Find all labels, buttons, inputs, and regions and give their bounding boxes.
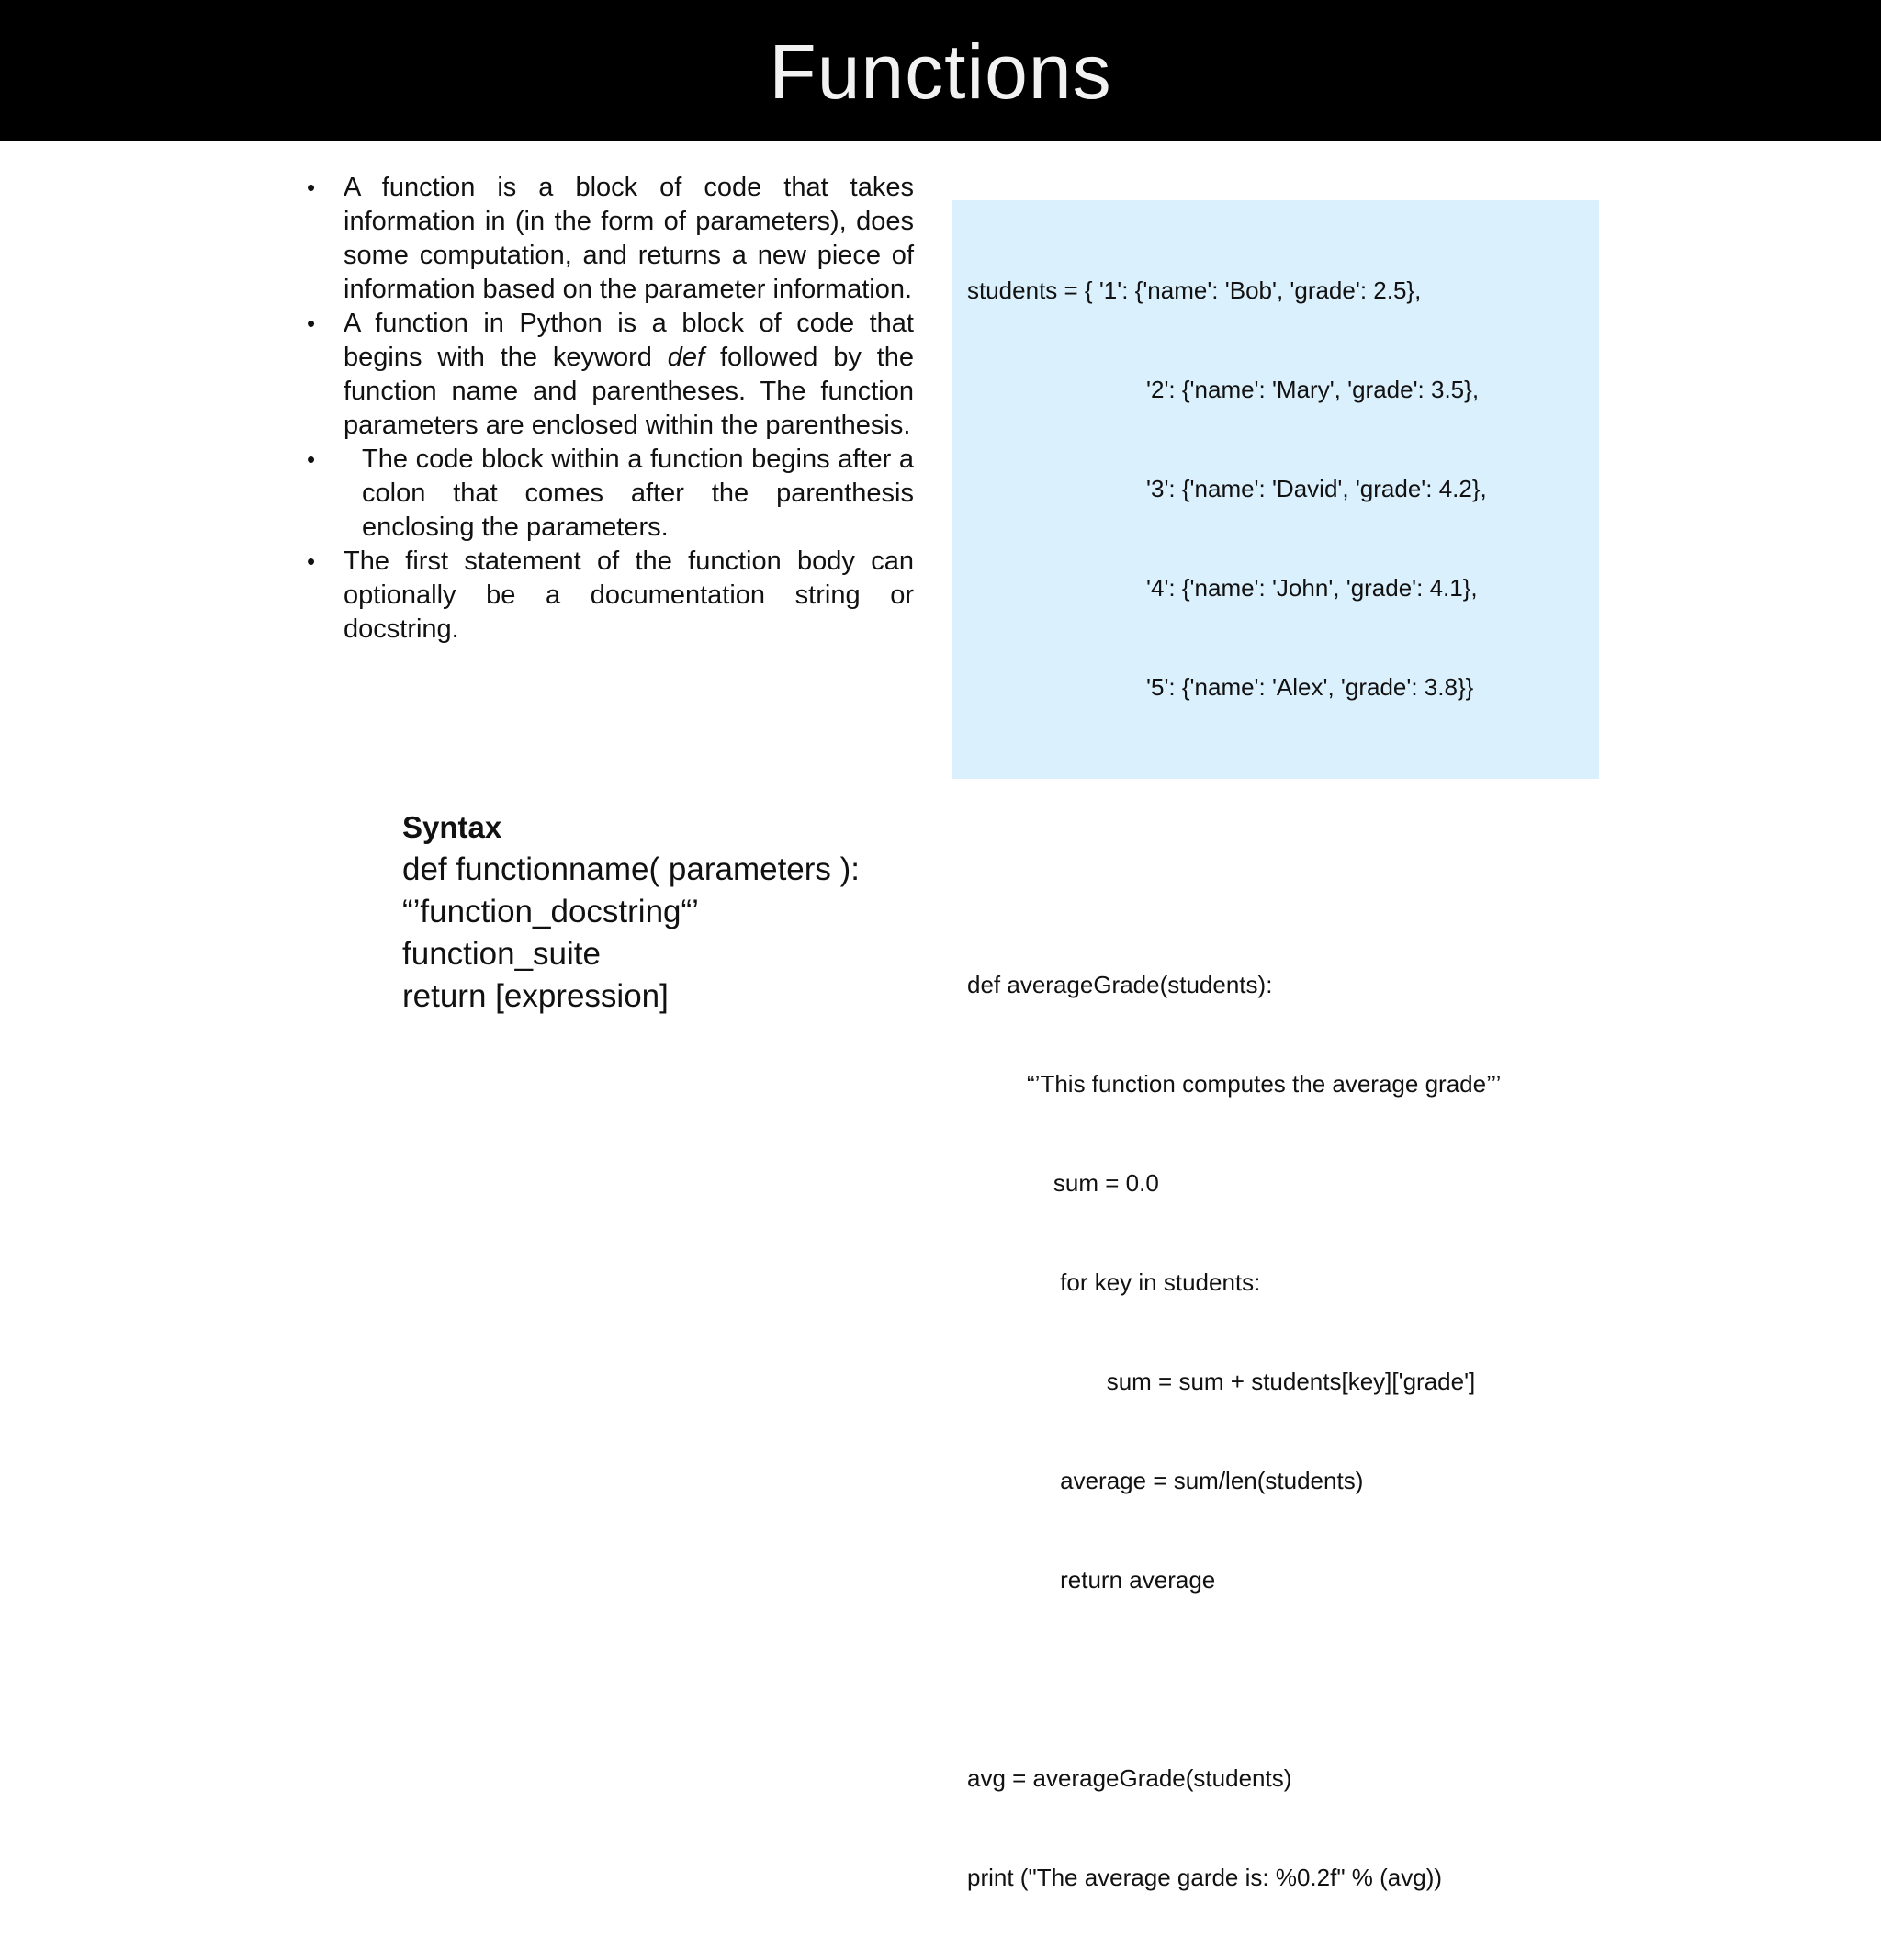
bullet-marker: • <box>307 174 316 201</box>
code-line: sum = 0.0 <box>967 1169 1159 1197</box>
code-line: for key in students: <box>967 1268 1261 1296</box>
bullet-text: A function is a block of code that takes information in (in the form of parameters), does some computation, and returns a new piece of information based on the parameter information. <box>344 173 914 304</box>
bullet-marker: • <box>307 547 316 575</box>
code-line: avg = averageGrade(students) <box>967 1764 1292 1792</box>
code-line: '3': {'name': 'David', 'grade': 4.2}, <box>967 475 1487 502</box>
code-example-box <box>952 200 1599 1891</box>
code-line <box>967 869 1590 902</box>
code-line: average = sum/len(students) <box>967 1467 1364 1494</box>
syntax-line: def functionname( parameters ): <box>402 851 861 887</box>
code-line: '4': {'name': 'John', 'grade': 4.1}, <box>967 574 1478 602</box>
code-line: '5': {'name': 'Alex', 'grade': 3.8}} <box>967 673 1474 701</box>
syntax-heading: Syntax <box>402 810 502 844</box>
code-line: sum = sum + students[key]['grade'] <box>967 1368 1476 1395</box>
bullet-list <box>303 171 914 647</box>
bullet-item <box>303 307 914 443</box>
code-line: students = { '1': {'name': 'Bob', 'grade': 2.5}, <box>967 276 1422 304</box>
code-block <box>967 208 1590 1960</box>
bullet-marker: • <box>307 310 316 337</box>
bullet-text-cont: followed by the function name and parentheses. The function parameters are enclosed within the parenthesis. <box>344 343 915 440</box>
bullet-marker: • <box>307 445 316 473</box>
code-line: '2': {'name': 'Mary', 'grade': 3.5}, <box>967 376 1480 403</box>
bullet-text: A function in Python is a block of code that begins with the keyword <box>344 309 914 372</box>
syntax-line: “’function_docstring“’ <box>402 894 699 929</box>
code-line: def averageGrade(students): <box>967 971 1273 998</box>
code-line <box>967 1662 1590 1695</box>
syntax-line: return [expression] <box>402 978 669 1014</box>
syntax-line: function_suite <box>402 936 601 972</box>
code-line: return average <box>967 1566 1216 1594</box>
code-line: “’This function computes the average grade’’’ <box>967 1070 1502 1098</box>
code-line: print ("The average garde is: %0.2f" % (avg)) <box>967 1864 1443 1891</box>
keyword-def: def <box>667 343 705 372</box>
bullet-item <box>303 171 914 307</box>
bullet-item <box>303 443 914 545</box>
syntax-section <box>402 806 860 1018</box>
slide-title: Functions <box>769 28 1112 115</box>
bullet-text: The first statement of the function body can optionally be a documentation string or docstring. <box>344 546 914 644</box>
title-bar <box>0 0 1881 141</box>
code-line <box>967 770 1590 803</box>
bullet-text: The code block within a function begins after a colon that comes after the parenthesis enclosing the parameters. <box>362 445 914 542</box>
bullet-item <box>303 545 914 647</box>
